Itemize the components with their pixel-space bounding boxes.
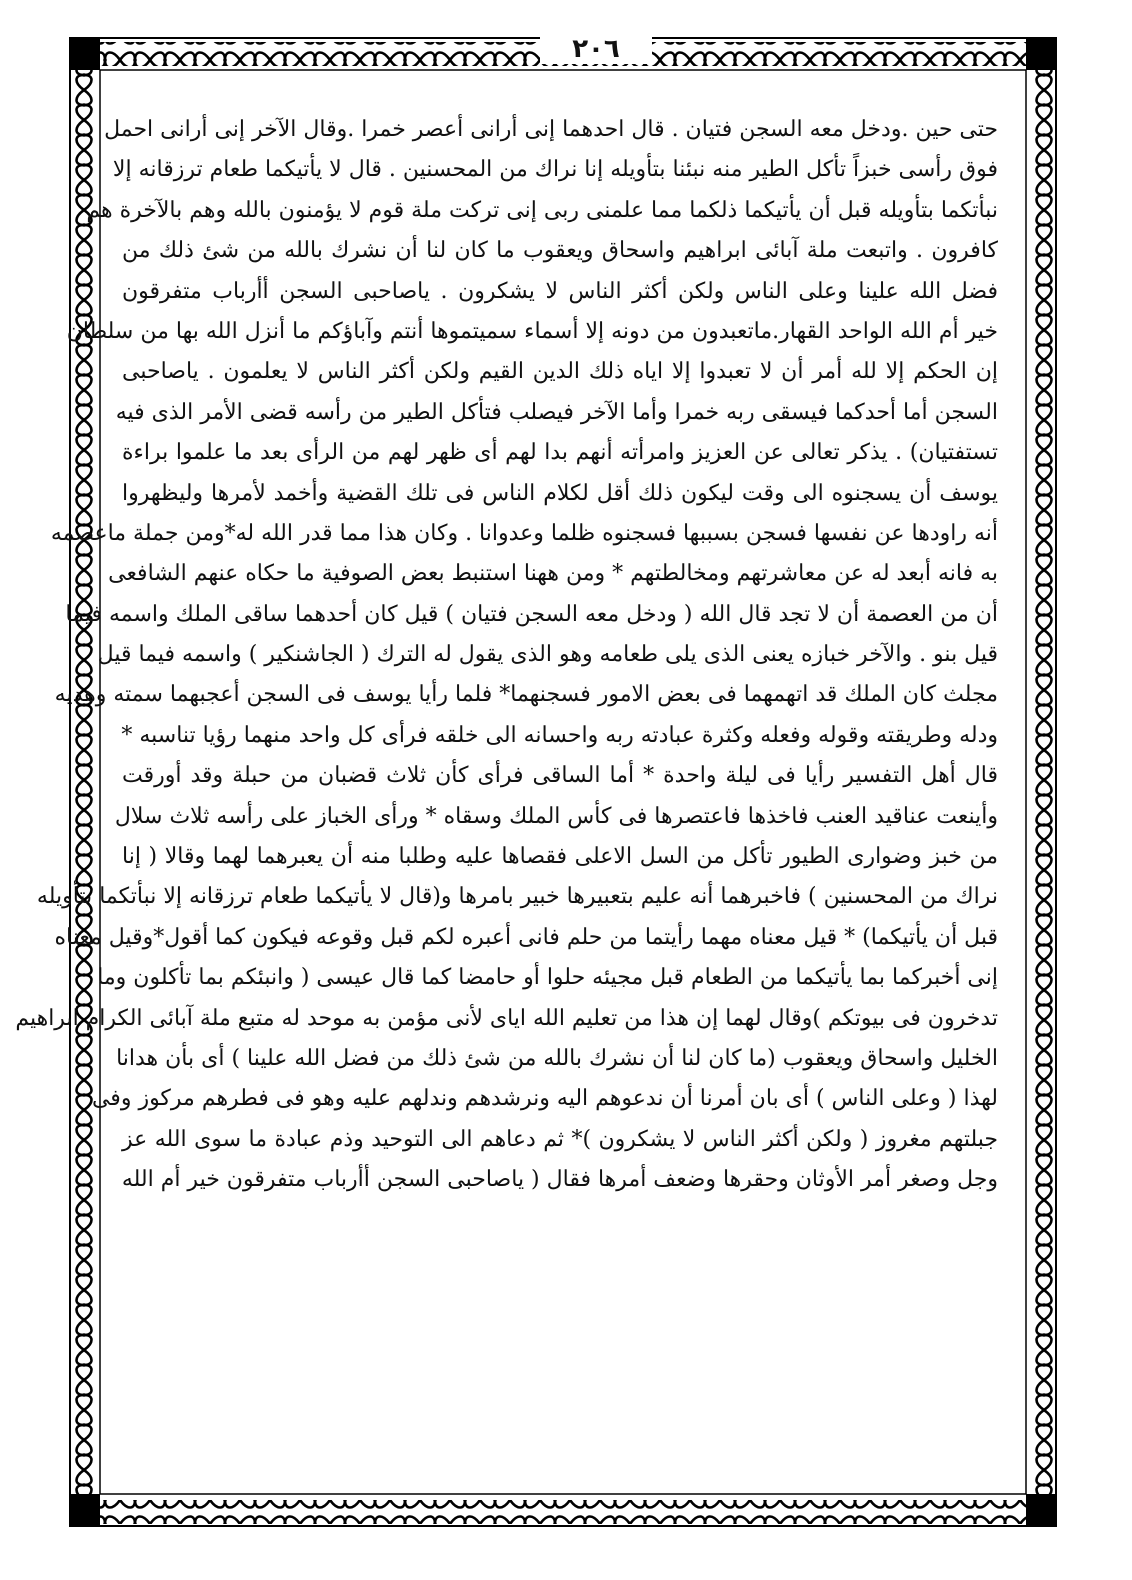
text-line: قيل بنو . والآخر خبازه يعنى الذى يلى طعامه وهو الذى يقول له الترك ( الجاشنكير ) واسمه فيما قيل bbox=[97, 642, 998, 668]
text-line: فضل الله علينا وعلى الناس ولكن أكثر الناس لا يشكرون . ياصاحبى السجن أأرباب متفرقون bbox=[122, 278, 998, 304]
text-line: أنه راودها عن نفسها فسجن بسببها فسجنوه ظلما وعدوانا . وكان هذا مما قدر الله له*ومن جملة ماعصمه bbox=[50, 520, 998, 546]
text-line: ودله وطريقته وقوله وفعله وكثرة عبادته ربه واحسانه الى خلقه فرأى كل واحد منهما رؤيا تناسبه * bbox=[121, 722, 998, 748]
text-line: قبل أن يأتيكما) * قيل معناه مهما رأيتما من حلم فانى أعبره لكم قبل وقوعه فيكون كما أقول*وقيل معناه bbox=[54, 924, 998, 950]
text-line: الخليل واسحاق ويعقوب (ما كان لنا أن نشرك بالله من شئ ذلك من فضل الله علينا ) أى بأن هدانا bbox=[116, 1045, 998, 1071]
text-line: لهذا ( وعلى الناس ) أى بان أمرنا أن ندعوهم اليه ونرشدهم وندلهم عليه وهو فى فطرهم مركوز وفى bbox=[91, 1086, 998, 1112]
text-line: من خبز وضوارى الطيور تأكل من السل الاعلى فقصاها عليه وطلبا منه أن يعبرهما لهما وقالا ( إنا bbox=[122, 844, 998, 870]
text-line: نراك من المحسنين ) فاخبرهما أنه عليم بتعبيرها خبير بامرها و(قال لا يأتيكما طعام ترزقانه إلا نبأتكما بتأويله bbox=[36, 884, 998, 910]
text-line: قال أهل التفسير رأيا فى ليلة واحدة * أما الساقى فرأى كأن ثلاث قضبان من حبلة وقد أورقت bbox=[122, 763, 998, 789]
text-line: نبأتكما بتأويله قبل أن يأتيكما ذلكما مما علمنى ربى إنى تركت ملة قوم لا يؤمنون بالله وهم بالآخرة هم bbox=[86, 197, 998, 223]
text-line: تستفتيان) . يذكر تعالى عن العزيز وامرأته أنهم بدا لهم أى ظهر لهم من الرأى بعد ما علموا براءة bbox=[122, 440, 998, 466]
text-line: حتى حين .ودخل معه السجن فتيان . قال احدهما إنى أرانى أعصر خمرا .وقال الآخر إنى أرانى احمل bbox=[104, 117, 998, 142]
text-line: فوق رأسى خبزاً تأكل الطير منه نبئنا بتأويله إنا نراك من المحسنين . قال لا يأتيكما طعام ترزقانه إلا bbox=[112, 157, 998, 183]
text-line: خير أم الله الواحد القهار.ماتعبدون من دونه إلا أسماء سميتموها أنتم وآباؤكم ما أنزل الله بها من سلطان bbox=[66, 318, 998, 344]
text-line: إنى أخبركما بما يأتيكما من الطعام قبل مجيئه حلوا أو حامضا كما قال عيسى ( وانبئكم بما تأكلون وما bbox=[97, 965, 998, 991]
text-line: أن من العصمة أن لا تجد قال الله ( ودخل معه السجن فتيان ) قيل كان أحدهما ساقى الملك واسمه فيما bbox=[65, 601, 998, 627]
text-line: وأينعت عناقيد العنب فاخذها فاعتصرها فى كأس الملك وسقاه * ورأى الخباز على رأسه ثلاث سلال bbox=[114, 803, 998, 829]
text-line: مجلث كان الملك قد اتهمهما فى بعض الامور فسجنهما* فلما رأيا يوسف فى السجن أعجبهما سمته وهديه bbox=[54, 682, 998, 708]
text-line: إن الحكم إلا لله أمر أن لا تعبدوا إلا اياه ذلك الدين القيم ولكن أكثر الناس لا يعلمون . ياصاحبى bbox=[122, 359, 998, 385]
text-line: وجل وصغر أمر الأوثان وحقرها وضعف أمرها فقال ( ياصاحبى السجن أأرباب متفرقون خير أم الله bbox=[121, 1167, 998, 1193]
text-line: جبلتهم مغروز ( ولكن أكثر الناس لا يشكرون )* ثم دعاهم الى التوحيد وذم عبادة ما سوى الله عز bbox=[122, 1126, 998, 1152]
page-number: ٢٠٦ bbox=[540, 34, 652, 64]
text-line: كافرون . واتبعت ملة آبائى ابراهيم واسحاق ويعقوب ما كان لنا أن نشرك بالله من شئ ذلك من bbox=[122, 238, 998, 264]
text-line: السجن أما أحدكما فيسقى ربه خمرا وأما الآخر فيصلب فتأكل الطير من رأسه قضى الأمر الذى فيه bbox=[115, 399, 998, 425]
text-line: به فانه أبعد له عن معاشرتهم ومخالطتهم * ومن ههنا استنبط بعض الصوفية ما حكاه عنهم الشافعى bbox=[108, 561, 998, 587]
arabic-text-block bbox=[15, 110, 998, 1445]
text-line bbox=[122, 1201, 998, 1241]
text-line: تدخرون فى بيوتكم )وقال لهما إن هذا من تعليم الله اياى لأنى مؤمن به موحد له متبع ملة آبائى الكرام ابراهيم bbox=[15, 1005, 998, 1031]
text-line: يوسف أن يسجنوه الى وقت ليكون ذلك أقل لكلام الناس فى تلك القضية وأخمد لأمرها وليظهروا bbox=[122, 480, 998, 506]
